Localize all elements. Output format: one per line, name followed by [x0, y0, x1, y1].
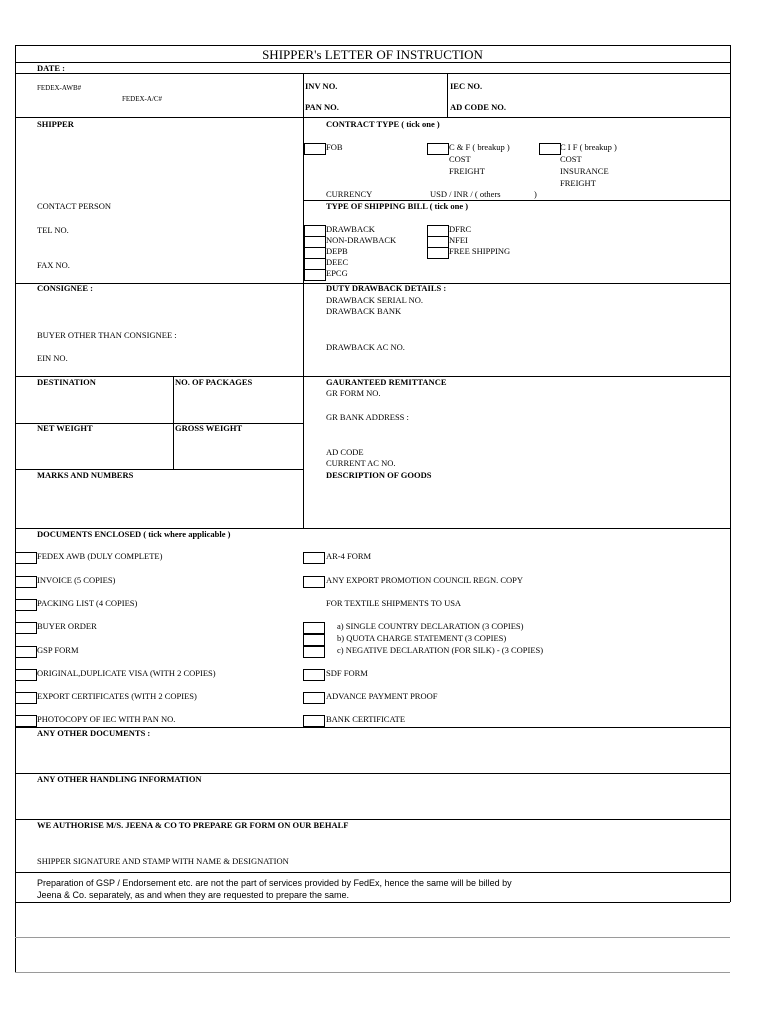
page-title: SHIPPER's LETTER OF INSTRUCTION [262, 47, 483, 62]
frame-right [730, 45, 731, 902]
doc-ar4-label: AR-4 FORM [326, 551, 372, 561]
doc-iec-pan-checkbox[interactable] [15, 715, 37, 727]
doc-export-cert-checkbox[interactable] [15, 692, 37, 704]
buyer-other-label: BUYER OTHER THAN CONSIGNEE : [37, 330, 177, 340]
doc-bank-cert-label: BANK CERTIFICATE [326, 714, 406, 724]
currency-close: ) [534, 189, 537, 199]
doc-item: PHOTOCOPY OF IEC WITH PAN NO. [37, 714, 176, 724]
frame-left [15, 45, 16, 973]
cif-checkbox[interactable] [539, 143, 561, 155]
doc-item: BUYER ORDER [37, 621, 97, 631]
drawback-bank-label: DRAWBACK BANK [326, 306, 402, 316]
shipping-bill-option: EPCG [326, 268, 348, 278]
doc-sdf-label: SDF FORM [326, 668, 368, 678]
no-of-packages-label: NO. OF PACKAGES [175, 377, 253, 387]
column-divider [303, 73, 304, 528]
inv-no-label: INV NO. [305, 81, 338, 91]
cif-insurance-label: INSURANCE [560, 166, 609, 176]
rule [15, 902, 730, 903]
destination-label: DESTINATION [37, 377, 96, 387]
doc-fedex-awb-checkbox[interactable] [15, 552, 37, 564]
column-divider [173, 376, 174, 469]
ein-no-label: EIN NO. [37, 353, 68, 363]
doc-item: FEDEX AWB (DULY COMPLETE) [37, 551, 163, 561]
cif-freight-label: FREIGHT [560, 178, 596, 188]
shipping-bill-heading: TYPE OF SHIPPING BILL ( tick one ) [326, 201, 469, 211]
cif-label: C I F ( breakup ) [560, 142, 617, 152]
doc-invoice-checkbox[interactable] [15, 576, 37, 588]
shipping-bill-option: DRAWBACK [326, 224, 375, 234]
doc-ar4-checkbox[interactable] [303, 552, 325, 564]
gr-bank-label: GR BANK ADDRESS : [326, 412, 409, 422]
doc-textile-c-label: c) NEGATIVE DECLARATION (FOR SILK) - (3 COPIES) [337, 645, 544, 655]
marks-numbers-label: MARKS AND NUMBERS [37, 470, 134, 480]
doc-buyer-order-checkbox[interactable] [15, 622, 37, 634]
doc-packing-list-checkbox[interactable] [15, 599, 37, 611]
currency-label: CURRENCY [326, 189, 373, 199]
ad-code-label: AD CODE [326, 447, 364, 457]
doc-advance-label: ADVANCE PAYMENT PROOF [326, 691, 438, 701]
shipping-bill-option: NON-DRAWBACK [326, 235, 397, 245]
doc-textile-a-checkbox[interactable] [303, 622, 325, 634]
drawback-heading: DUTY DRAWBACK DETAILS : [326, 283, 447, 293]
fax-no-label: FAX NO. [37, 260, 70, 270]
shipping-bill-option: DEEC [326, 257, 349, 267]
epcg-checkbox[interactable] [304, 269, 326, 281]
shipping-bill-option: NFEI [449, 235, 468, 245]
rule [15, 937, 730, 938]
date-label: DATE : [37, 63, 65, 73]
fedex-awb-label: FEDEX-AWB# [37, 84, 82, 92]
cf-label: C & F ( breakup ) [449, 142, 510, 152]
billing-note-line2: Jeena & Co. separately, as and when they are requested to prepare the same. [37, 890, 350, 900]
doc-textile-label: FOR TEXTILE SHIPMENTS TO USA [326, 598, 462, 608]
free-shipping-checkbox[interactable] [427, 247, 449, 259]
cf-cost-label: COST [449, 154, 471, 164]
doc-bank-cert-checkbox[interactable] [303, 715, 325, 727]
shipping-bill-option: FREE SHIPPING [449, 246, 511, 256]
column-divider [447, 73, 448, 117]
drawback-serial-label: DRAWBACK SERIAL NO. [326, 295, 423, 305]
fob-checkbox[interactable] [304, 143, 326, 155]
shipping-bill-option: DFRC [449, 224, 472, 234]
remittance-heading: GAURANTEED REMITTANCE [326, 377, 447, 387]
pan-no-label: PAN NO. [305, 102, 339, 112]
drawback-ac-label: DRAWBACK AC NO. [326, 342, 405, 352]
doc-gsp-form-checkbox[interactable] [15, 646, 37, 658]
doc-item: INVOICE (5 COPIES) [37, 575, 116, 585]
currency-options: USD / INR / ( others [430, 189, 501, 199]
description-goods-label: DESCRIPTION OF GOODS [326, 470, 432, 480]
gross-weight-label: GROSS WEIGHT [175, 423, 243, 433]
net-weight-label: NET WEIGHT [37, 423, 93, 433]
doc-item: PACKING LIST (4 COPIES) [37, 598, 138, 608]
current-ac-label: CURRENT AC NO. [326, 458, 396, 468]
fob-label: FOB [326, 142, 343, 152]
doc-textile-b-checkbox[interactable] [303, 634, 325, 646]
cif-cost-label: COST [560, 154, 582, 164]
documents-heading: DOCUMENTS ENCLOSED ( tick where applicable ) [37, 529, 231, 539]
rule [15, 872, 730, 873]
doc-visa-checkbox[interactable] [15, 669, 37, 681]
doc-export-promotion-label: ANY EXPORT PROMOTION COUNCIL REGN. COPY [326, 575, 524, 585]
rule [15, 117, 730, 118]
doc-textile-b-label: b) QUOTA CHARGE STATEMENT (3 COPIES) [337, 633, 507, 643]
contact-person-label: CONTACT PERSON [37, 201, 112, 211]
shipping-bill-option: DEPB [326, 246, 348, 256]
doc-textile-c-checkbox[interactable] [303, 646, 325, 658]
doc-advance-checkbox[interactable] [303, 692, 325, 704]
authorise-statement: WE AUTHORISE M/S. JEENA & CO TO PREPARE GR FORM ON OUR BEHALF [37, 820, 349, 830]
iec-no-label: IEC NO. [450, 81, 483, 91]
cf-checkbox[interactable] [427, 143, 449, 155]
consignee-heading: CONSIGNEE : [37, 283, 93, 293]
tel-no-label: TEL NO. [37, 225, 69, 235]
fedex-ac-label: FEDEX-A/C# [122, 95, 163, 103]
doc-item: EXPORT CERTIFICATES (WITH 2 COPIES) [37, 691, 197, 701]
ad-code-no-label: AD CODE NO. [450, 102, 506, 112]
contract-type-heading: CONTRACT TYPE ( tick one ) [326, 119, 440, 129]
billing-note-line1: Preparation of GSP / Endorsement etc. are not the part of services provided by FedEx, hence the same will be billed by [37, 878, 512, 888]
rule [15, 972, 730, 973]
cf-freight-label: FREIGHT [449, 166, 485, 176]
rule [15, 73, 730, 74]
other-handling-label: ANY OTHER HANDLING INFORMATION [37, 774, 202, 784]
doc-sdf-checkbox[interactable] [303, 669, 325, 681]
doc-item: ORIGINAL,DUPLICATE VISA (WITH 2 COPIES) [37, 668, 216, 678]
other-documents-label: ANY OTHER DOCUMENTS : [37, 728, 151, 738]
frame-top [15, 45, 730, 46]
doc-item: GSP FORM [37, 645, 79, 655]
doc-textile-a-label: a) SINGLE COUNTRY DECLARATION (3 COPIES) [337, 621, 524, 631]
signature-label: SHIPPER SIGNATURE AND STAMP WITH NAME & DESIGNATION [37, 856, 289, 866]
shipper-heading: SHIPPER [37, 119, 74, 129]
gr-form-label: GR FORM NO. [326, 388, 381, 398]
doc-export-promotion-checkbox[interactable] [303, 576, 325, 588]
